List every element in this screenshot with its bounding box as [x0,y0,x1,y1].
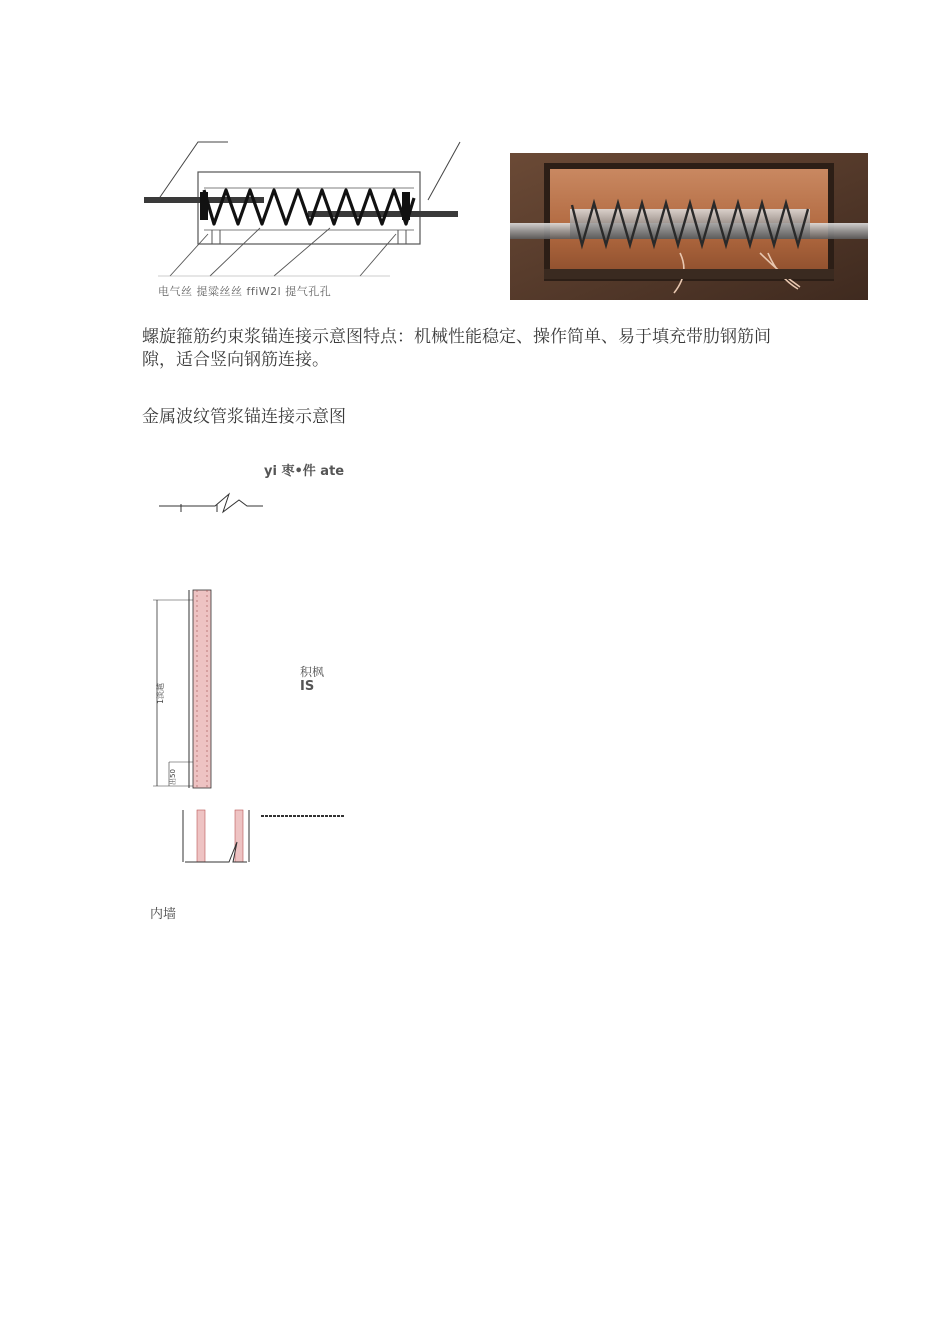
figure2-label-mid2: IS [300,679,315,694]
corrugated-duct-wall-section [145,490,365,870]
dimension-label: 1淡越 [156,682,166,705]
figure1-caption: 电气丝 提粱丝丝 ffiW2l 提气孔孔 [158,285,332,298]
spiral-stirrup-photo [510,153,868,300]
paragraph-features: 螺旋箍筋约束浆锚连接示意图特点：机械性能稳定、操作简单、易于填充带肋钢筋间隙，适合竖向钢筋连接。 [142,327,771,370]
figure2-label-bottom: 内墙 [150,907,177,922]
figure2-label-mid1: 积枫 [300,665,325,679]
dimension-label-small: 出50 [168,769,177,785]
section-heading-corrugated: 金属波纹管浆锚连接示意图 [142,407,346,427]
figure2-label-top: yi 枣•件 ate [264,464,345,479]
spiral-stirrup-schematic [140,138,465,298]
